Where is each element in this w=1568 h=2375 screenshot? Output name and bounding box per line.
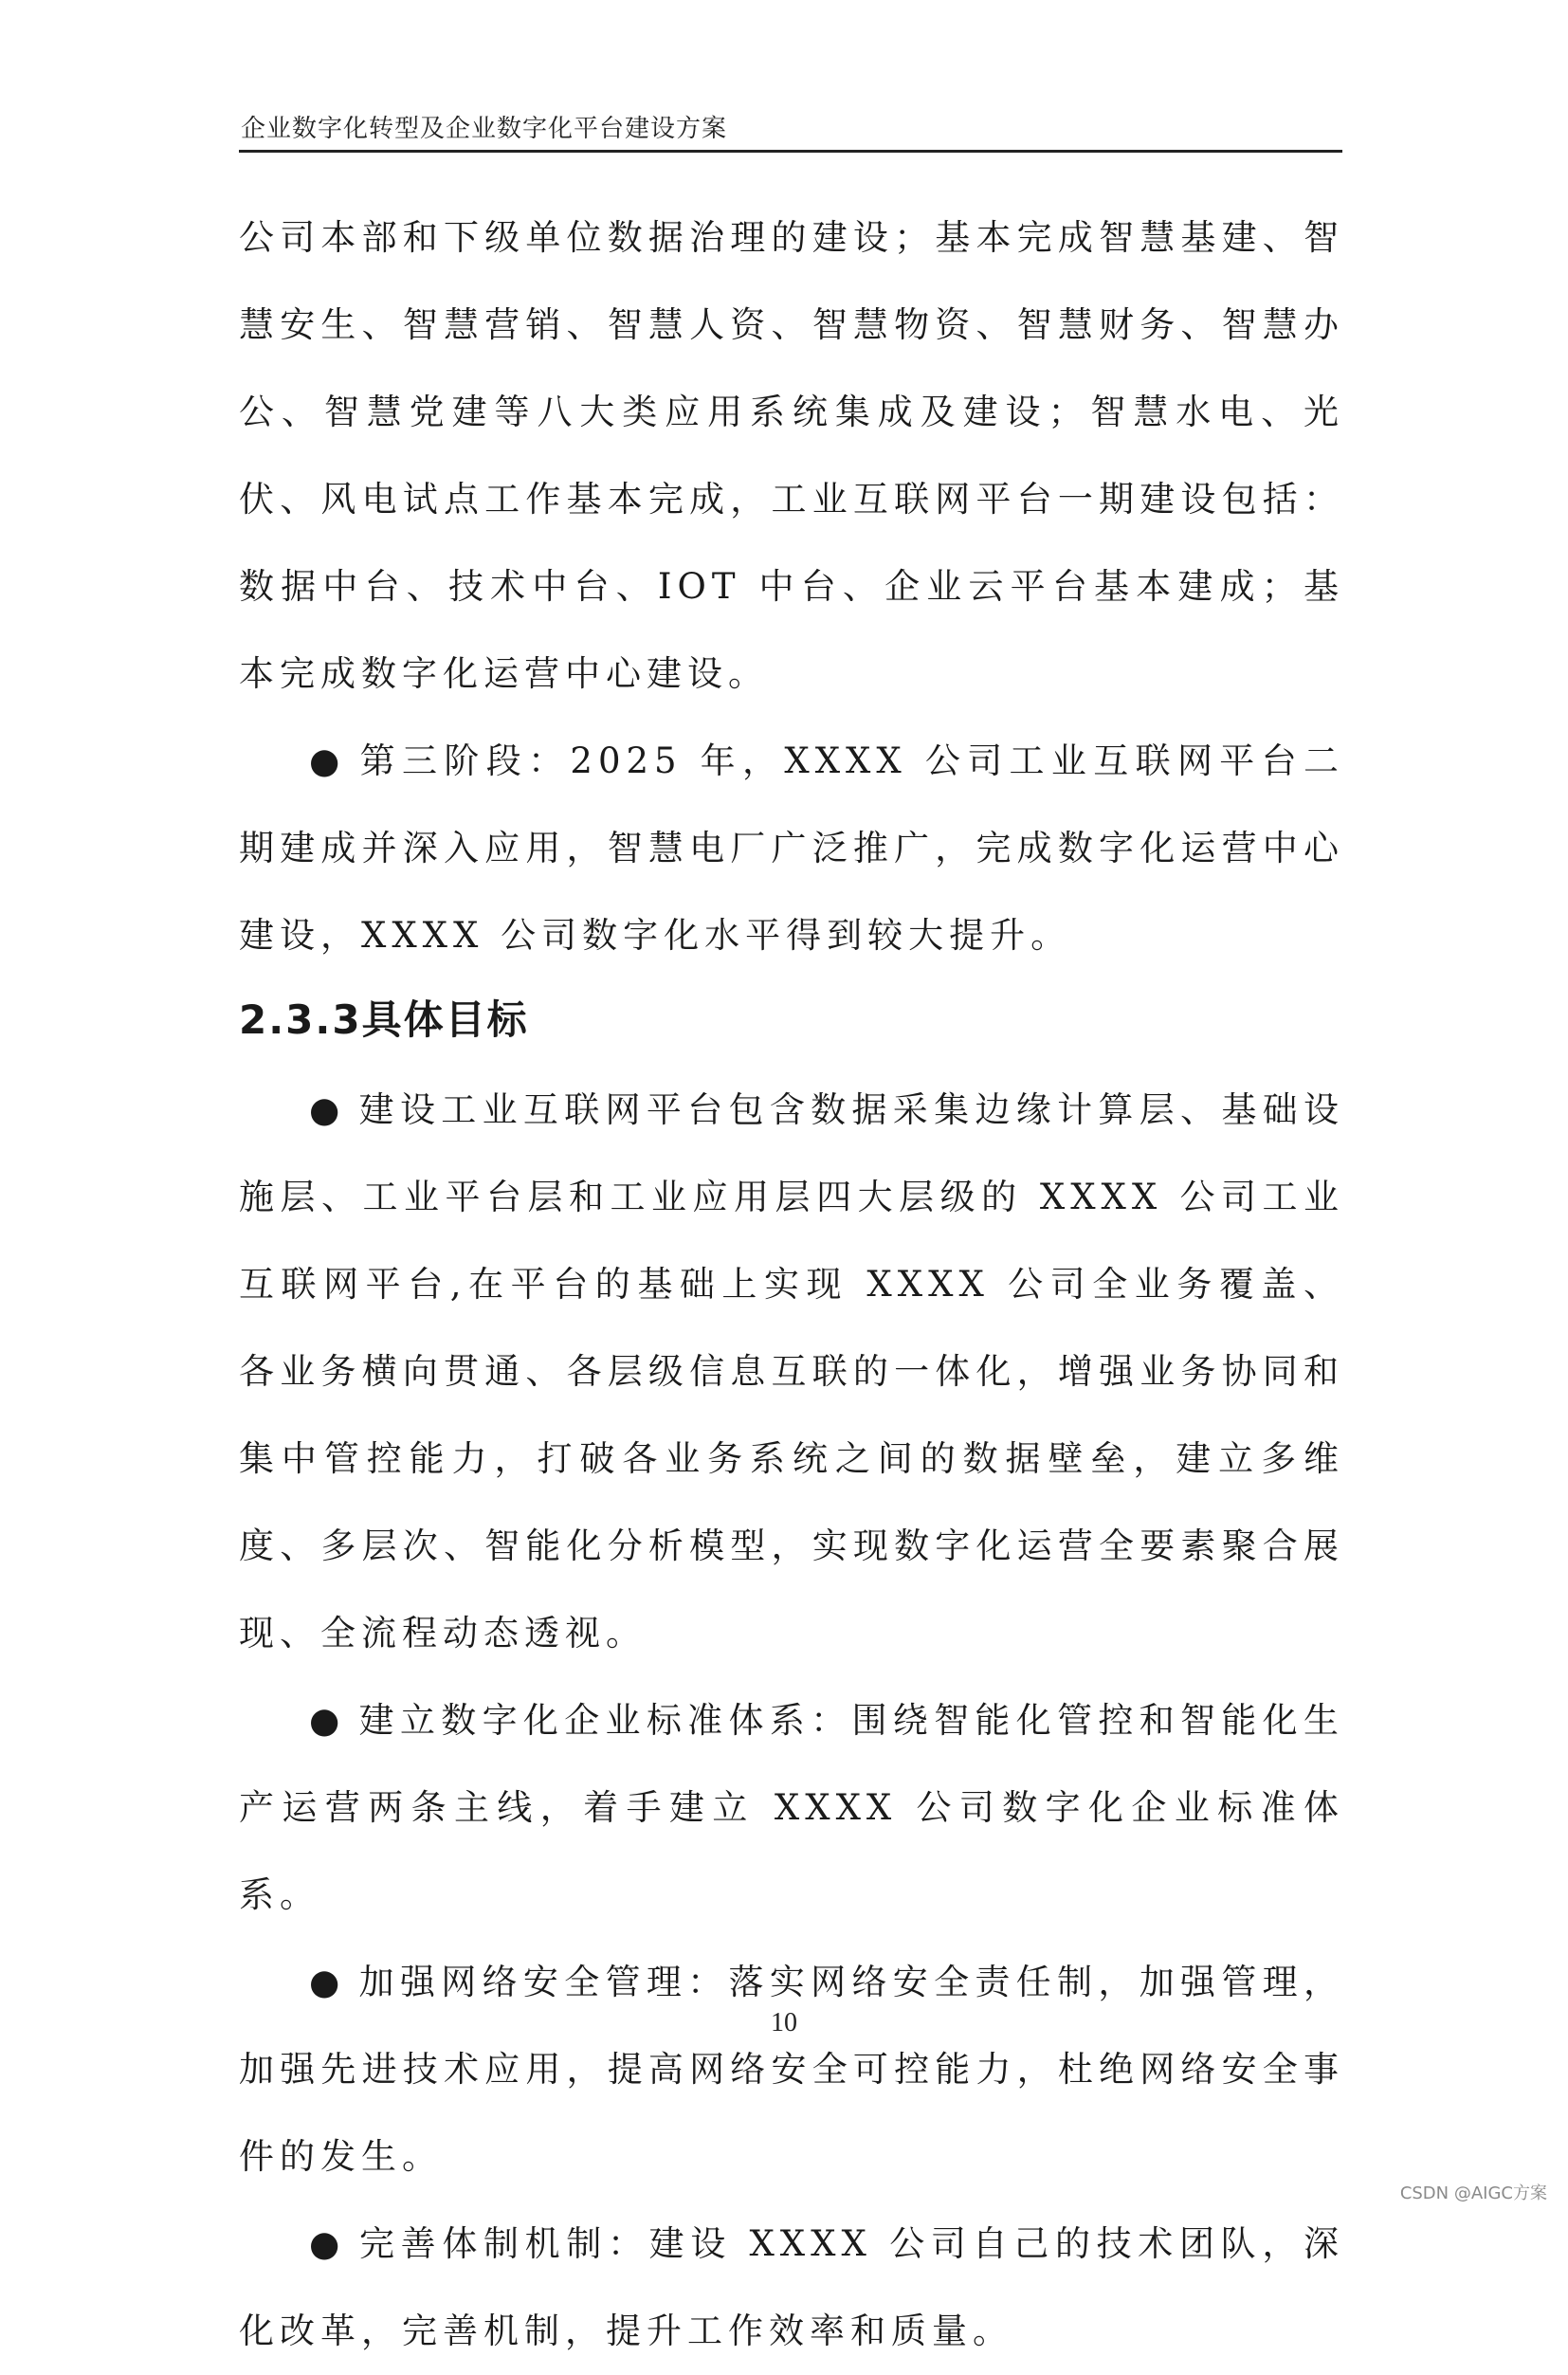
bullet-item-stage-three (239, 718, 1344, 979)
bullet-item-goal-standards (239, 1677, 1344, 1939)
page-number: 10 (771, 2008, 797, 2037)
bullet-item-goal-security (239, 1939, 1344, 2201)
bullet-icon: ● (309, 1962, 346, 2002)
bullet-icon: ● (309, 1089, 346, 1130)
section-heading: 2.3.3具体目标 (239, 996, 529, 1043)
bullet-icon: ● (309, 2223, 346, 2264)
bullet-icon: ● (309, 1700, 346, 1741)
bullet-text: 第三阶段：2025 年，XXXX 公司工业互联网平台二期建成并深入应用，智慧电厂广泛推广，完成数字化运营中心建设，XXXX 公司数字化水平得到较大提升。 (239, 740, 1344, 956)
header-title: 企业数字化转型及企业数字化平台建设方案 (241, 115, 728, 143)
bullet-icon: ● (309, 740, 346, 781)
bullet-item-goal-mechanism (239, 2201, 1344, 2375)
bullet-item-goal-platform (239, 1067, 1344, 1677)
continued-paragraph: 公司本部和下级单位数据治理的建设；基本完成智慧基建、智慧安生、智慧营销、智慧人资、智慧物资、智慧财务、智慧办公、智慧党建等八大类应用系统集成及建设；智慧水电、光伏、风电试点工作基本完成，工业互联网平台一期建设包括：数据中台、技术中台、IOT 中台、企业云平台基本建成；基本完成数字化运营中心建设。 (239, 217, 1344, 694)
page-header (239, 112, 1342, 153)
bullet-text: 建立数字化企业标准体系：围绕智能化管控和智能化生产运营两条主线，着手建立 XXXX 公司数字化企业标准体系。 (239, 1700, 1344, 1915)
document-body (239, 194, 1344, 2375)
bullet-text: 加强网络安全管理：落实网络安全责任制，加强管理，加强先进技术应用，提高网络安全可控能力，杜绝网络安全事件的发生。 (239, 1962, 1344, 2177)
bullet-text: 建设工业互联网平台包含数据采集边缘计算层、基础设施层、工业平台层和工业应用层四大层级的 XXXX 公司工业互联网平台,在平台的基础上实现 XXXX 公司全业务覆盖、各业务横向贯通、各层级信息互联的一体化，增强业务协同和集中管控能力，打破各业务系统之间的数据壁垒，建立多维度、多层次、智能化分析模型，实现数字化运营全要素聚合展现、全流程动态透视。 (239, 1089, 1344, 1653)
bullet-text: 完善体制机制：建设 XXXX 公司自己的技术团队，深化改革，完善机制，提升工作效率和质量。 (239, 2223, 1344, 2351)
watermark: CSDN @AIGC方案 (1399, 2183, 1547, 2203)
